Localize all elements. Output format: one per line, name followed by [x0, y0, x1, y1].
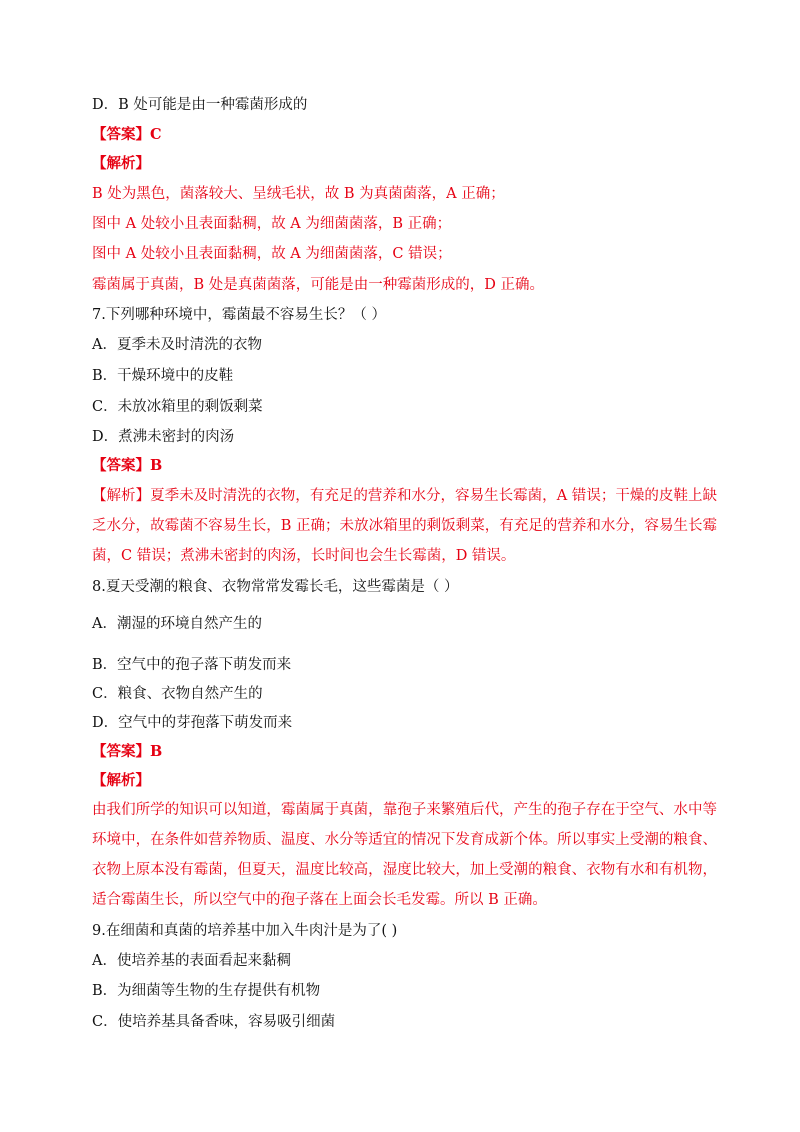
- q9-option-b: B．为细菌等生物的生存提供有机物: [92, 983, 321, 999]
- q7-question: 7.下列哪种环境中，霉菌最不容易生长？（ ）: [92, 307, 386, 323]
- q7-option-a: A．夏季未及时清洗的衣物: [92, 337, 262, 353]
- q8-option-b: B．空气中的孢子落下萌发而来: [92, 657, 292, 673]
- q8-question: 8.夏天受潮的粮食、衣物常常发霉长毛，这些霉菌是（ ）: [92, 579, 459, 595]
- q9-option-c: C．使培养基具备香味，容易吸引细菌: [92, 1014, 336, 1030]
- q6-analysis-line: 图中 A 处较小且表面黏稠，故 A 为细菌菌落，C 错误；: [92, 246, 452, 262]
- q6-answer: 【答案】C: [92, 126, 162, 143]
- q9-question: 9.在细菌和真菌的培养基中加入牛肉汁是为了( ): [92, 923, 398, 939]
- q7-option-c: C．未放冰箱里的剩饭剩菜: [92, 399, 263, 415]
- q6-option-d: D．B 处可能是由一种霉菌形成的: [92, 97, 308, 113]
- q6-analysis-label: 【解析】: [92, 155, 150, 172]
- q8-option-a: A．潮湿的环境自然产生的: [92, 616, 262, 632]
- q6-analysis-line: B 处为黑色，菌落较大、呈绒毛状，故 B 为真菌菌落，A 正确；: [92, 186, 505, 202]
- q8-option-d: D．空气中的芽孢落下萌发而来: [92, 715, 293, 731]
- q6-analysis-line: 霉菌属于真菌，B 处是真菌菌落，可能是由一种霉菌形成的，D 正确。: [92, 277, 544, 293]
- q9-option-a: A．使培养基的表面看起来黏稠: [92, 953, 291, 969]
- q8-analysis: 由我们所学的知识可以知道，霉菌属于真菌，靠孢子来繁殖后代，产生的孢子存在于空气、水中等环境中，在条件如营养物质、温度、水分等适宜的情况下发育成新个体。所以事实上受潮的粮食、衣物上原本没有霉菌，但夏天，温度比较高，湿度比较大，加上受潮的粮食、衣物有水和有机物，适合霉菌生长，所以空气中的孢子落在上面会长毛发霉。所以 B 正确。: [92, 802, 717, 908]
- q6-analysis-line: 图中 A 处较小且表面黏稠，故 A 为细菌菌落，B 正确；: [92, 216, 452, 232]
- q7-option-b: B．干燥环境中的皮鞋: [92, 368, 234, 384]
- q8-answer: 【答案】B: [92, 743, 163, 760]
- q7-analysis: 【解析】夏季未及时清洗的衣物，有充足的营养和水分，容易生长霉菌，A 错误；干燥的皮鞋上缺乏水分，故霉菌不容易生长，B 正确；未放冰箱里的剩饭剩菜，有充足的营养和水分，容易生长霉菌，C 错误；煮沸未密封的肉汤，长时间也会生长霉菌，D 错误。: [92, 488, 717, 564]
- q8-option-c: C．粮食、衣物自然产生的: [92, 686, 263, 702]
- q7-option-d: D．煮沸未密封的肉汤: [92, 429, 235, 445]
- q7-answer: 【答案】B: [92, 457, 163, 474]
- q8-analysis-label: 【解析】: [92, 772, 150, 789]
